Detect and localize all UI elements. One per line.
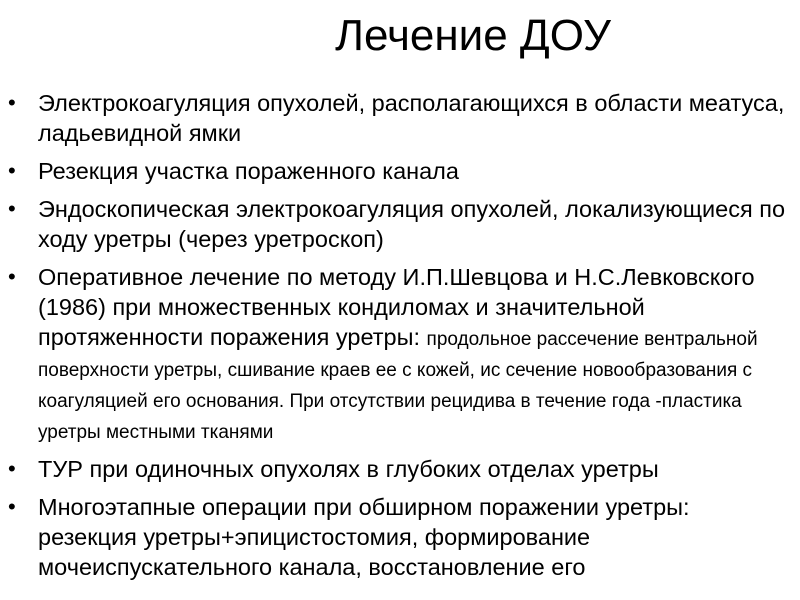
bullet-dot-icon: • [8, 264, 16, 289]
bullet-item-surgical [0, 262, 800, 446]
bullet-item-endoscopic [0, 194, 800, 254]
bullet-detail-text: продольное рассечение вентральной поверхности уретры, сшивание краев ее с кожей, ис сечение новообразования с коагуляцией его основания. При отсутствии рецидива в течение года -пластика уретры местными тканями [38, 329, 758, 443]
slide-title: Лечение ДОУ [335, 11, 611, 60]
bullet-dot-icon: • [8, 196, 16, 221]
bullet-text: ТУР при одиночных опухолях в глубоких отделах уретры [38, 456, 659, 482]
bullet-item-tur [0, 454, 800, 484]
bullet-item-electrocoagulation [0, 88, 800, 148]
bullet-dot-icon: • [8, 494, 16, 519]
bullet-dot-icon: • [8, 90, 16, 115]
bullet-item-resection [0, 156, 800, 186]
bullet-text: Эндоскопическая электрокоагуляция опухолей, локализующиеся по ходу уретры (через уретроскоп) [38, 196, 786, 252]
bullet-text: Многоэтапные операции при обширном поражении уретры: резекция уретры+эпицистостомия, формирование мочеиспускательного канала, восстановление его [38, 494, 690, 580]
bullet-dot-icon: • [8, 456, 16, 481]
bullet-item-multistage [0, 492, 800, 582]
bullet-list [0, 88, 800, 590]
bullet-text: Электрокоагуляция опухолей, располагающихся в области меатуса, ладьевидной ямки [38, 90, 785, 146]
bullet-text: Оперативное лечение по методу И.П.Шевцова и Н.С.Левковского (1986) при множественных кондиломах и значительной протяженности поражения уретры: [38, 264, 755, 350]
bullet-dot-icon: • [8, 158, 16, 183]
bullet-text: Резекция участка пораженного канала [38, 158, 459, 184]
